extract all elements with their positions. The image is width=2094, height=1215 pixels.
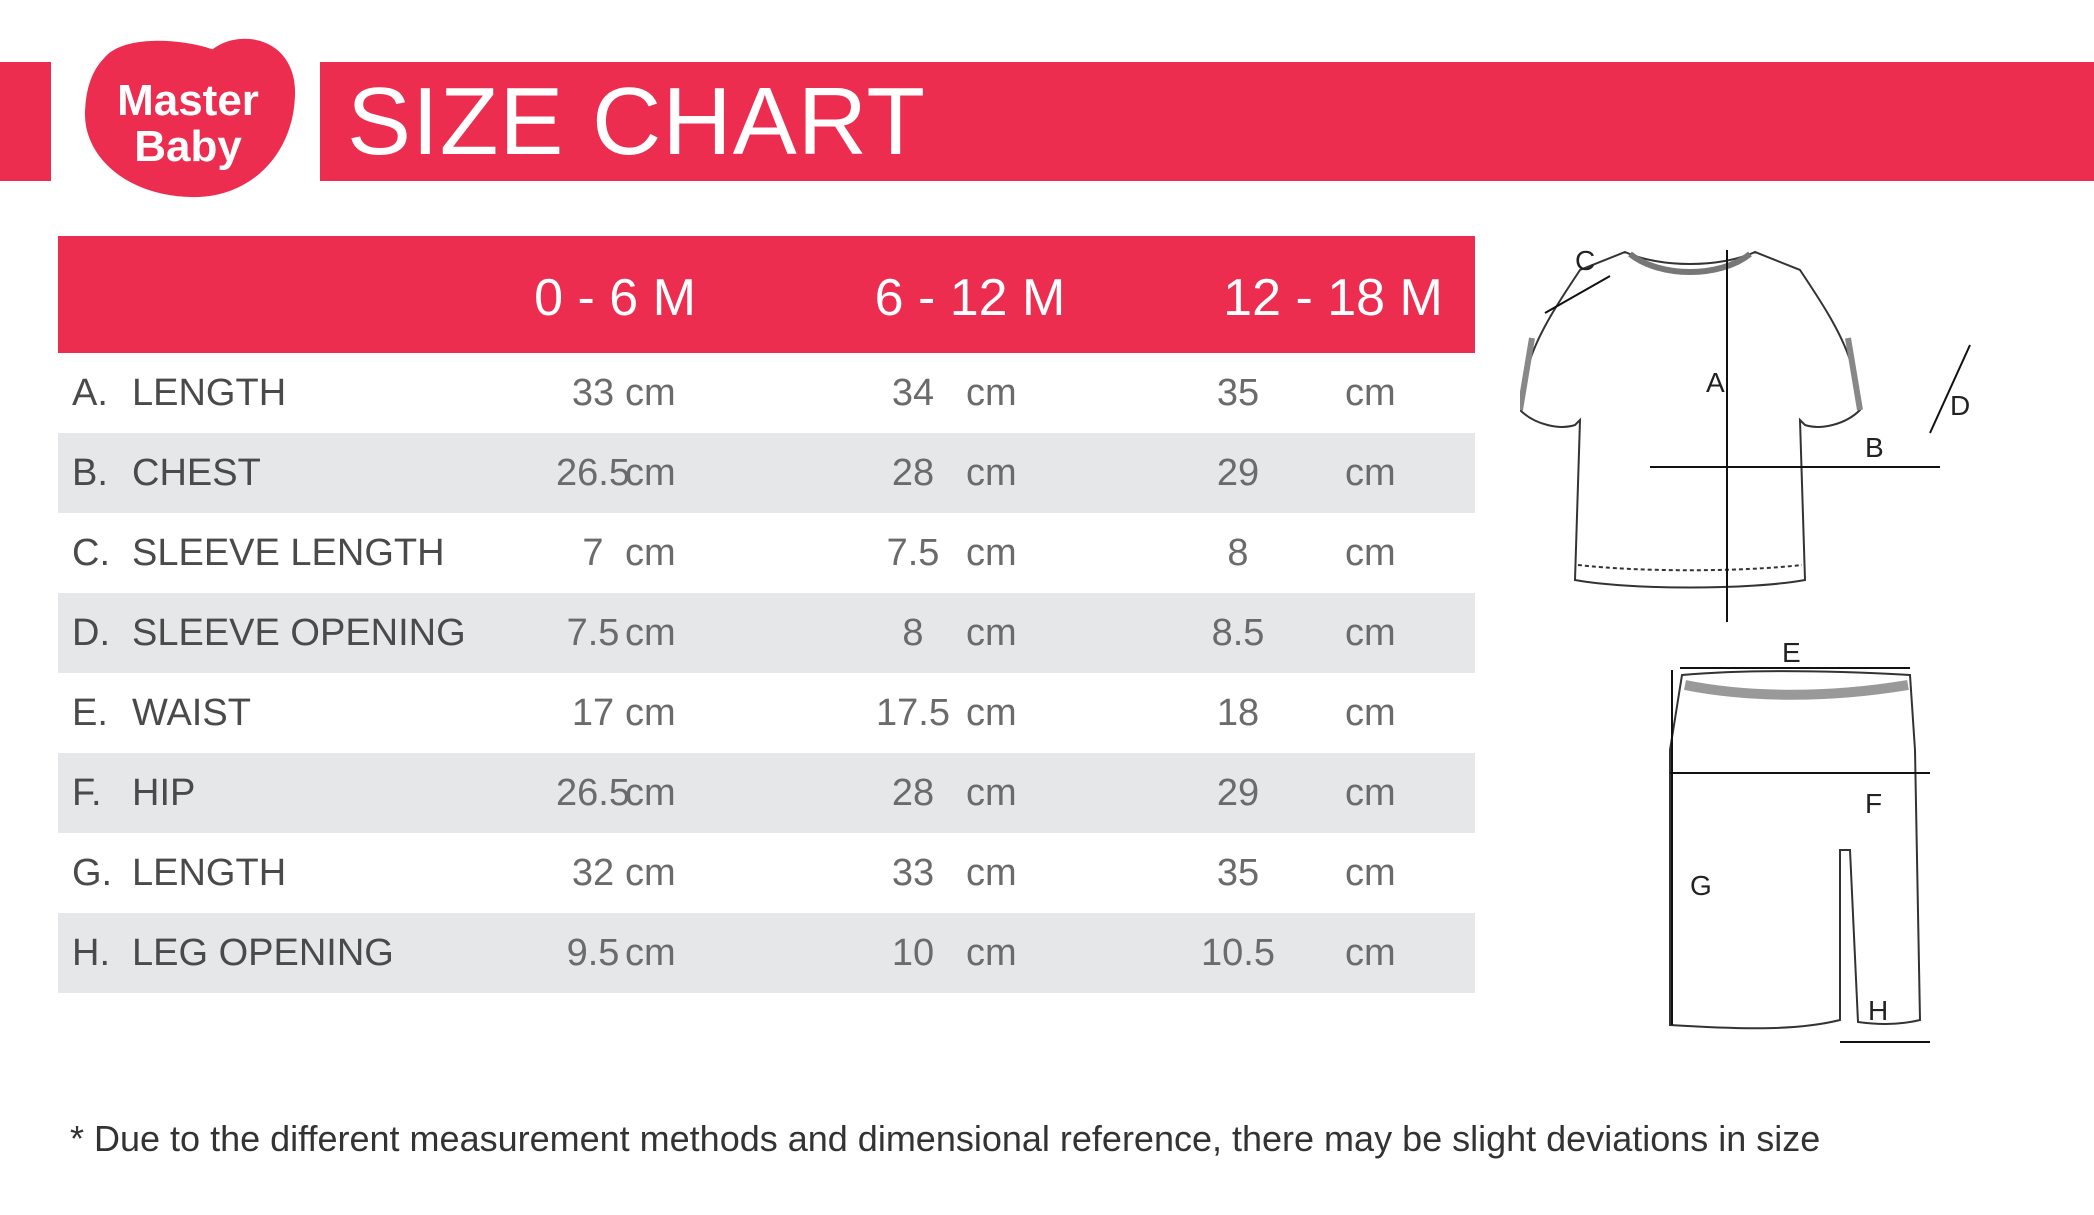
label-b: B xyxy=(1865,432,1884,463)
row-unit: cm xyxy=(625,772,676,814)
row-value: 35 xyxy=(1216,852,1260,894)
row-value: 10.5 xyxy=(1201,932,1275,974)
row-value: 26.5 xyxy=(556,452,630,494)
row-value: 18 xyxy=(1216,692,1260,734)
row-letter: H. xyxy=(72,932,110,974)
label-g: G xyxy=(1690,870,1712,901)
table-header xyxy=(58,236,1475,353)
row-value: 29 xyxy=(1216,452,1260,494)
row-value: 7 xyxy=(582,532,604,574)
measure-labels xyxy=(1575,245,1970,1026)
row-value: 7.5 xyxy=(886,532,940,574)
row-name: CHEST xyxy=(132,452,261,494)
logo-line-1: Master xyxy=(117,76,259,125)
row-letter: D. xyxy=(72,612,110,654)
row-letter: A. xyxy=(72,372,108,414)
label-f: F xyxy=(1865,788,1883,819)
row-value: 34 xyxy=(891,372,935,414)
row-unit: cm xyxy=(625,932,676,974)
row-unit: cm xyxy=(625,612,676,654)
row-unit: cm xyxy=(1345,772,1396,814)
row-unit: cm xyxy=(625,452,676,494)
row-name: WAIST xyxy=(132,692,251,734)
tshirt-drawing xyxy=(1520,252,1860,588)
table-row xyxy=(58,433,1475,513)
label-h: H xyxy=(1868,995,1889,1026)
table-row xyxy=(58,913,1475,993)
label-a: A xyxy=(1706,367,1725,398)
row-letter: C. xyxy=(72,532,110,574)
row-value: 28 xyxy=(891,772,935,814)
label-d: D xyxy=(1950,390,1971,421)
row-unit: cm xyxy=(1345,452,1396,494)
row-value: 29 xyxy=(1216,772,1260,814)
row-value: 9.5 xyxy=(566,932,620,974)
row-letter: E. xyxy=(72,692,108,734)
row-unit: cm xyxy=(1345,852,1396,894)
pants-drawing xyxy=(1670,671,1920,1028)
label-e: E xyxy=(1782,637,1801,668)
page-title: SIZE CHART xyxy=(347,68,926,175)
row-unit: cm xyxy=(966,372,1017,414)
row-unit: cm xyxy=(966,692,1017,734)
table-row xyxy=(58,753,1475,833)
row-unit: cm xyxy=(1345,692,1396,734)
row-value: 7.5 xyxy=(566,612,620,654)
row-unit: cm xyxy=(625,852,676,894)
row-name: LEG OPENING xyxy=(132,932,394,974)
row-letter: B. xyxy=(72,452,108,494)
table-row xyxy=(58,513,1475,593)
row-value: 26.5 xyxy=(556,772,630,814)
row-name: SLEEVE OPENING xyxy=(132,612,466,654)
row-unit: cm xyxy=(625,372,676,414)
row-unit: cm xyxy=(966,532,1017,574)
label-c: C xyxy=(1575,245,1596,276)
row-value: 10 xyxy=(891,932,935,974)
column-header-12-18m: 12 - 18 M xyxy=(1223,269,1443,327)
table-row xyxy=(58,833,1475,913)
row-unit: cm xyxy=(966,772,1017,814)
column-header-6-12m: 6 - 12 M xyxy=(874,269,1066,327)
row-value: 8 xyxy=(902,612,924,654)
row-value: 8 xyxy=(1227,532,1249,574)
row-unit: cm xyxy=(966,852,1017,894)
row-unit: cm xyxy=(625,692,676,734)
footnote: * Due to the different measurement methods and dimensional reference, there may be slight deviations in size xyxy=(70,1118,1821,1159)
measure-lines xyxy=(1545,250,1970,1042)
row-letter: F. xyxy=(72,772,102,814)
row-value: 32 xyxy=(571,852,615,894)
brand-logo-text xyxy=(72,78,304,170)
row-unit: cm xyxy=(625,532,676,574)
garment-diagram xyxy=(1520,230,2040,1060)
row-value: 28 xyxy=(891,452,935,494)
column-header-0-6m: 0 - 6 M xyxy=(534,269,696,327)
row-value: 8.5 xyxy=(1211,612,1265,654)
row-value: 35 xyxy=(1216,372,1260,414)
row-unit: cm xyxy=(966,452,1017,494)
row-unit: cm xyxy=(1345,532,1396,574)
logo-line-2: Baby xyxy=(134,122,242,171)
row-name: HIP xyxy=(132,772,196,814)
row-unit: cm xyxy=(1345,932,1396,974)
row-unit: cm xyxy=(1345,612,1396,654)
table-row xyxy=(58,593,1475,673)
row-value: 33 xyxy=(891,852,935,894)
row-value: 17 xyxy=(571,692,615,734)
row-name: LENGTH xyxy=(132,372,287,414)
row-letter: G. xyxy=(72,852,113,894)
size-table xyxy=(58,236,1475,993)
row-unit: cm xyxy=(966,932,1017,974)
row-unit: cm xyxy=(1345,372,1396,414)
header-banner-left xyxy=(0,62,51,181)
table-row xyxy=(58,673,1475,753)
row-value: 33 xyxy=(571,372,615,414)
row-value: 17.5 xyxy=(876,692,950,734)
row-name: SLEEVE LENGTH xyxy=(132,532,445,574)
row-unit: cm xyxy=(966,612,1017,654)
row-name: LENGTH xyxy=(132,852,287,894)
table-row xyxy=(58,353,1475,433)
